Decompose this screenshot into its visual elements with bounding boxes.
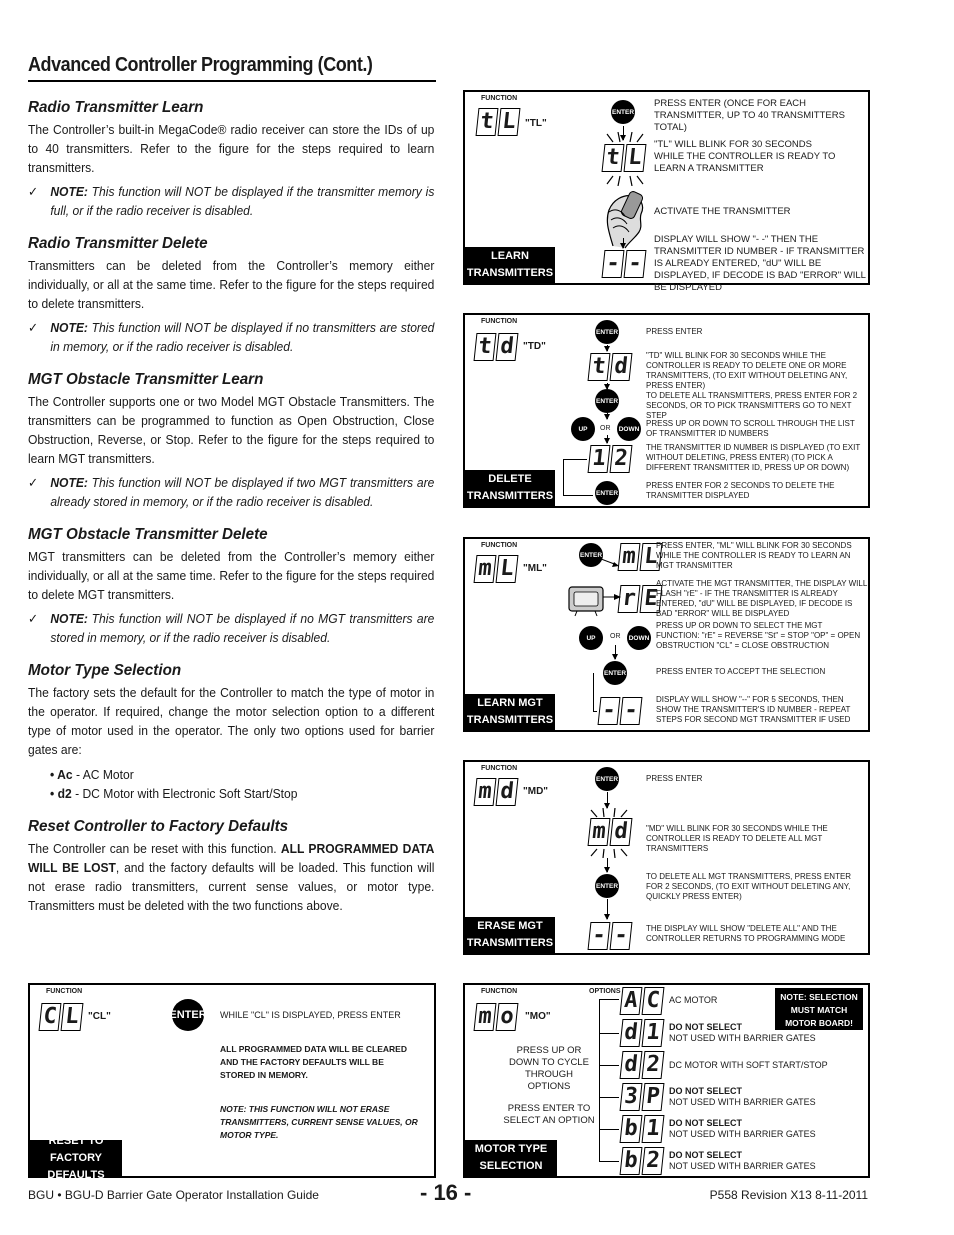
mgt-delete-text: MGT transmitters can be deleted from the Controller’s memory either individually, or all at the same time. Refer to the figure for the steps required to delete MGT transmitters. xyxy=(28,549,435,602)
connector-line xyxy=(563,459,587,460)
reset-defaults-panel xyxy=(28,983,436,1181)
display-dashes: - - xyxy=(599,697,641,725)
blink-rays-icon xyxy=(587,848,631,858)
motor-type-panel xyxy=(463,983,870,1178)
display-dashes: - - xyxy=(603,250,645,278)
radio-transmitter-delete-text: Transmitters can be deleted from the Controller’s memory either individually, or all at the same time. Refer to the figure for the steps required to delete transmitters. xyxy=(28,258,435,311)
arrow-icon xyxy=(607,899,608,919)
blink-rays-icon xyxy=(603,174,647,186)
note-label: NOTE: xyxy=(50,320,88,335)
cycle-instructions: PRESS UP OR DOWN TO CYCLE THROUGH OPTIONS xyxy=(509,1045,589,1092)
display-ml-blinking: m L xyxy=(619,543,661,571)
enter-button[interactable]: ENTER xyxy=(172,999,204,1031)
display-md-blinking: m d xyxy=(589,818,631,846)
display-cl: C L xyxy=(40,1003,82,1031)
learn-mgt-label: LEARN MGT TRANSMITTERS xyxy=(465,694,555,730)
function-code: "MD" xyxy=(523,786,549,797)
display-tl: t L xyxy=(477,108,519,136)
connector-line xyxy=(593,673,594,711)
footer-guide-title: BGU • BGU-D Barrier Gate Operator Installation Guide xyxy=(28,1188,319,1202)
note-text: This function will NOT be displayed if no transmitters are stored in memory, or if the radio receiver is disabled. xyxy=(50,320,435,354)
option-d2: d 2 xyxy=(621,1051,663,1079)
function-label: FUNCTION xyxy=(481,988,518,995)
display-td: t d xyxy=(475,333,517,361)
step-text: TO DELETE ALL MGT TRANSMITTERS, PRESS ENTER FOR 2 SECONDS, (TO EXIT WITHOUT DELETING ANY, QUICKLY PRESS ENTER) xyxy=(646,872,852,901)
reset-defaults-label: RESET TO FACTORY DEFAULTS xyxy=(30,1140,122,1176)
enter-button[interactable]: ENTER xyxy=(595,874,619,898)
select-instructions: PRESS ENTER TO SELECT AN OPTION xyxy=(503,1103,595,1126)
arrow-icon xyxy=(607,345,608,351)
arrow-icon xyxy=(607,435,608,443)
delete-transmitters-panel xyxy=(463,313,870,508)
delete-transmitters-label: DELETE TRANSMITTERS xyxy=(465,470,555,506)
note-text: This function will NOT be displayed if the transmitter memory is full, or if the radio receiver is disabled. xyxy=(50,184,435,218)
function-code: "TL" xyxy=(525,118,547,129)
learn-transmitters-label: LEARN TRANSMITTERS xyxy=(465,247,555,283)
hand-transmitter-icon xyxy=(599,188,655,250)
arrow-icon xyxy=(615,645,616,659)
learn-mgt-panel xyxy=(463,537,870,732)
radio-transmitter-delete-heading: Radio Transmitter Delete xyxy=(28,235,208,252)
display-re: r E xyxy=(619,585,661,613)
note-label: NOTE: xyxy=(50,611,88,626)
down-button[interactable]: DOWN xyxy=(617,417,641,441)
footer-revision: P558 Revision X13 8-11-2011 xyxy=(709,1188,868,1202)
function-label: FUNCTION xyxy=(481,765,518,772)
connector-line xyxy=(599,999,600,1162)
display-ml: m L xyxy=(475,555,517,583)
motor-board-note: NOTE: SELECTION MUST MATCH MOTOR BOARD! xyxy=(775,988,863,1030)
option-text: DO NOT SELECT xyxy=(669,1118,743,1128)
option-text: NOT USED WITH BARRIER GATES xyxy=(669,1129,816,1139)
left-column xyxy=(28,90,436,915)
radio-transmitter-learn-text: The Controller’s built-in MegaCode® radio receiver can store the IDs of up to 40 transmitters. Refer to the figure for the steps required to learn transmitters. xyxy=(28,122,435,175)
mgt-learn-heading: MGT Obstacle Transmitter Learn xyxy=(28,371,264,388)
option-text: DO NOT SELECT xyxy=(669,1150,743,1160)
radio-transmitter-learn-heading: Radio Transmitter Learn xyxy=(28,99,204,116)
list-item: • d2 - DC Motor with Electronic Soft Start/Stop xyxy=(50,784,409,803)
enter-button[interactable]: ENTER xyxy=(595,320,619,344)
option-ac: A C xyxy=(621,987,663,1015)
option-text: AC MOTOR xyxy=(669,995,718,1005)
enter-button[interactable]: ENTER xyxy=(611,100,635,124)
step-text: WHILE "CL" IS DISPLAYED, PRESS ENTER xyxy=(220,1010,401,1020)
arrow-icon xyxy=(607,858,608,872)
connector-line xyxy=(563,459,564,495)
function-label: FUNCTION xyxy=(481,542,518,549)
check-icon: ✓ xyxy=(28,320,39,335)
enter-button[interactable]: ENTER xyxy=(595,481,619,505)
step-text: PRESS ENTER xyxy=(646,774,703,783)
function-code: "CL" xyxy=(88,1011,111,1022)
mgt-learn-text: The Controller supports one or two Model MGT Obstacle Transmitters. The transmitters can be programmed to function as Open Obstruction, Close Obstruction, Reverse, or Stop. Refer to the figure for the steps required to learn MGT transmitters. xyxy=(28,394,435,466)
step-text: DISPLAY WILL SHOW "- -" THEN THE TRANSMITTER ID NUMBER - IF TRANSMITTER IS ALREADY ENTERED, "dU" WILL BE DISPLAYED, IF DECODE IS BAD "ERROR" WILL BE DISPLAYED xyxy=(654,234,866,293)
step-text: PRESS ENTER (ONCE FOR EACH TRANSMITTER, UP TO 40 TRANSMITTERS TOTAL) xyxy=(654,98,845,133)
option-text: DC MOTOR WITH SOFT START/STOP xyxy=(669,1060,828,1070)
step-text: THE DISPLAY WILL SHOW "DELETE ALL" AND THE CONTROLLER RETURNS TO PROGRAMMING MODE xyxy=(646,924,846,943)
check-icon: ✓ xyxy=(28,184,39,199)
option-text: NOT USED WITH BARRIER GATES xyxy=(669,1161,816,1171)
step-text: ACTIVATE THE TRANSMITTER xyxy=(654,206,791,217)
step-text: ALL PROGRAMMED DATA WILL BE CLEARED AND THE FACTORY DEFAULTS WILL BE STORED IN MEMORY. xyxy=(220,1044,407,1080)
option-b1: b 1 xyxy=(621,1115,663,1143)
option-text: NOT USED WITH BARRIER GATES xyxy=(669,1097,816,1107)
connector-line xyxy=(563,495,593,496)
step-text: ACTIVATE THE MGT TRANSMITTER, THE DISPLAY WILL FLASH "rE" - IF THE TRANSMITTER IS ALREADY ENTERED, "dU" WILL BE DISPLAYED, IF DECODE IS BAD "ERROR" WILL BE DISPLAYED xyxy=(656,579,867,618)
step-text: PRESS ENTER FOR 2 SECONDS TO DELETE THE TRANSMITTER DISPLAYED xyxy=(646,481,835,500)
display-td-blinking: t d xyxy=(589,353,631,381)
function-label: FUNCTION xyxy=(481,318,518,325)
title-rule xyxy=(28,80,436,82)
motor-type-heading: Motor Type Selection xyxy=(28,662,182,679)
option-text: DO NOT SELECT xyxy=(669,1022,743,1032)
connector-line xyxy=(599,1129,619,1130)
mgt-delete-heading: MGT Obstacle Transmitter Delete xyxy=(28,526,268,543)
connector-line xyxy=(599,1161,619,1162)
note-label: NOTE: xyxy=(50,475,88,490)
step-text: PRESS ENTER, "ML" WILL BLINK FOR 30 SECONDS WHILE THE CONTROLLER IS READY TO LEARN AN MGT TRANSMITTER xyxy=(656,541,852,570)
erase-mgt-panel xyxy=(463,760,870,955)
arrow-icon xyxy=(607,413,608,419)
function-code: "ML" xyxy=(523,563,547,574)
option-text: NOT USED WITH BARRIER GATES xyxy=(669,1033,816,1043)
mgt-learn-note xyxy=(28,473,434,511)
page-number: - 16 - xyxy=(420,1180,472,1205)
step-text: NOTE: THIS FUNCTION WILL NOT ERASE TRANSMITTERS, CURRENT SENSE VALUES, OR MOTOR TYPE. xyxy=(220,1104,418,1140)
step-text: PRESS ENTER TO ACCEPT THE SELECTION xyxy=(656,667,826,676)
learn-transmitters-panel xyxy=(463,90,870,293)
step-text: "TD" WILL BLINK FOR 30 SECONDS WHILE THE CONTROLLER IS READY TO DELETE ONE OR MORE TRANSMITTERS, (TO EXIT WITHOUT DELETING ANY, PRESS ENTER) xyxy=(646,351,848,390)
check-icon: ✓ xyxy=(28,611,39,626)
down-button[interactable]: DOWN xyxy=(627,626,651,650)
display-tl-blinking: t L xyxy=(603,144,645,172)
motor-options-list xyxy=(50,765,409,803)
note-label: NOTE: xyxy=(50,184,88,199)
function-code: "MO" xyxy=(525,1011,551,1022)
up-button[interactable]: UP xyxy=(571,417,595,441)
erase-mgt-label: ERASE MGT TRANSMITTERS xyxy=(465,917,555,953)
connector-line xyxy=(599,1097,619,1098)
step-text: DISPLAY WILL SHOW "--" FOR 5 SECONDS, THEN SHOW THE TRANSMITTER'S ID NUMBER - REPEAT STEPS FOR SECOND MGT TRANSMITTER IF USED xyxy=(656,695,851,724)
note-text: This function will NOT be displayed if two MGT transmitters are already stored in memory, or if the radio receiver is disabled. xyxy=(50,475,435,509)
motor-type-label: MOTOR TYPE SELECTION xyxy=(465,1140,557,1176)
up-button[interactable]: UP xyxy=(579,626,603,650)
blink-rays-icon xyxy=(603,132,647,144)
display-dashes: - - xyxy=(589,922,631,950)
connector-line xyxy=(593,711,597,712)
or-label: OR xyxy=(610,633,621,640)
motor-type-text: The factory sets the default for the Controller to match the type of motor in the operator. If required, change the motor selection option to a different type of motor used in the operator. The only two options used for barrier gates are: xyxy=(28,685,435,757)
step-text: PRESS UP OR DOWN TO SELECT THE MGT FUNCTION: "rE" = REVERSE "St" = STOP "OP" = OPEN OBSTRUCTION "CL" = CLOSE OBSTRUCTION xyxy=(656,621,861,650)
enter-button[interactable]: ENTER xyxy=(595,389,619,413)
mgt-delete-note xyxy=(28,609,434,647)
connector-line xyxy=(599,1065,619,1066)
check-icon: ✓ xyxy=(28,475,39,490)
enter-button[interactable]: ENTER xyxy=(579,543,603,567)
step-text: "MD" WILL BLINK FOR 30 SECONDS WHILE THE CONTROLLER IS READY TO DELETE ALL MGT TRANSMITTERS xyxy=(646,824,828,853)
enter-button[interactable]: ENTER xyxy=(595,767,619,791)
step-text: THE TRANSMITTER ID NUMBER IS DISPLAYED (TO EXIT WITHOUT DELETING, PRESS ENTER) (TO PICK A DIFFERENT TRANSMITTER ID, PRESS UP OR DOWN) xyxy=(646,443,861,472)
display-md: m d xyxy=(475,778,517,806)
step-text: TO DELETE ALL TRANSMITTERS, PRESS ENTER FOR 2 SECONDS, OR TO PICK TRANSMITTERS GO TO NEXT STEP xyxy=(646,391,858,420)
enter-button[interactable]: ENTER xyxy=(603,661,627,685)
display-mo: m o xyxy=(475,1003,517,1031)
page-title: Advanced Controller Programming (Cont.) xyxy=(28,54,373,76)
option-text: DO NOT SELECT xyxy=(669,1086,743,1096)
radio-transmitter-delete-note xyxy=(28,318,434,356)
reset-defaults-text: The Controller can be reset with this function. ALL PROGRAMMED DATA WILL BE LOST, and the factory defaults will be loaded. This function will not erase radio transmitters, current sense values, or motor type. Transmitters must be deleted with the two functions above. xyxy=(28,841,435,913)
reset-defaults-heading: Reset Controller to Factory Defaults xyxy=(28,818,289,835)
function-code: "TD" xyxy=(523,341,546,352)
list-item: • Ac - AC Motor xyxy=(50,765,409,784)
option-d1: d 1 xyxy=(621,1019,663,1047)
display-id-number: 1 2 xyxy=(589,445,631,473)
step-text: "TL" WILL BLINK FOR 30 SECONDS WHILE THE CONTROLLER IS READY TO LEARN A TRANSMITTER xyxy=(654,139,836,174)
arrow-icon xyxy=(607,792,608,808)
option-b2: b 2 xyxy=(621,1147,663,1175)
step-text: PRESS UP OR DOWN TO SCROLL THROUGH THE LIST OF TRANSMITTER ID NUMBERS xyxy=(646,419,855,438)
radio-transmitter-learn-note xyxy=(28,182,434,220)
connector-line xyxy=(599,1033,619,1034)
step-text: PRESS ENTER xyxy=(646,327,703,336)
option-3p: 3 P xyxy=(621,1083,663,1111)
connector-line xyxy=(599,999,619,1000)
function-label: FUNCTION xyxy=(481,95,518,102)
options-label: OPTIONS xyxy=(589,988,621,995)
function-label: FUNCTION xyxy=(46,988,83,995)
blink-rays-icon xyxy=(587,808,631,818)
arrow-icon xyxy=(623,238,624,248)
note-text: This function will NOT be displayed if no MGT transmitters are stored in memory, or if the radio receiver is disabled. xyxy=(50,611,435,645)
or-label: OR xyxy=(600,425,611,432)
